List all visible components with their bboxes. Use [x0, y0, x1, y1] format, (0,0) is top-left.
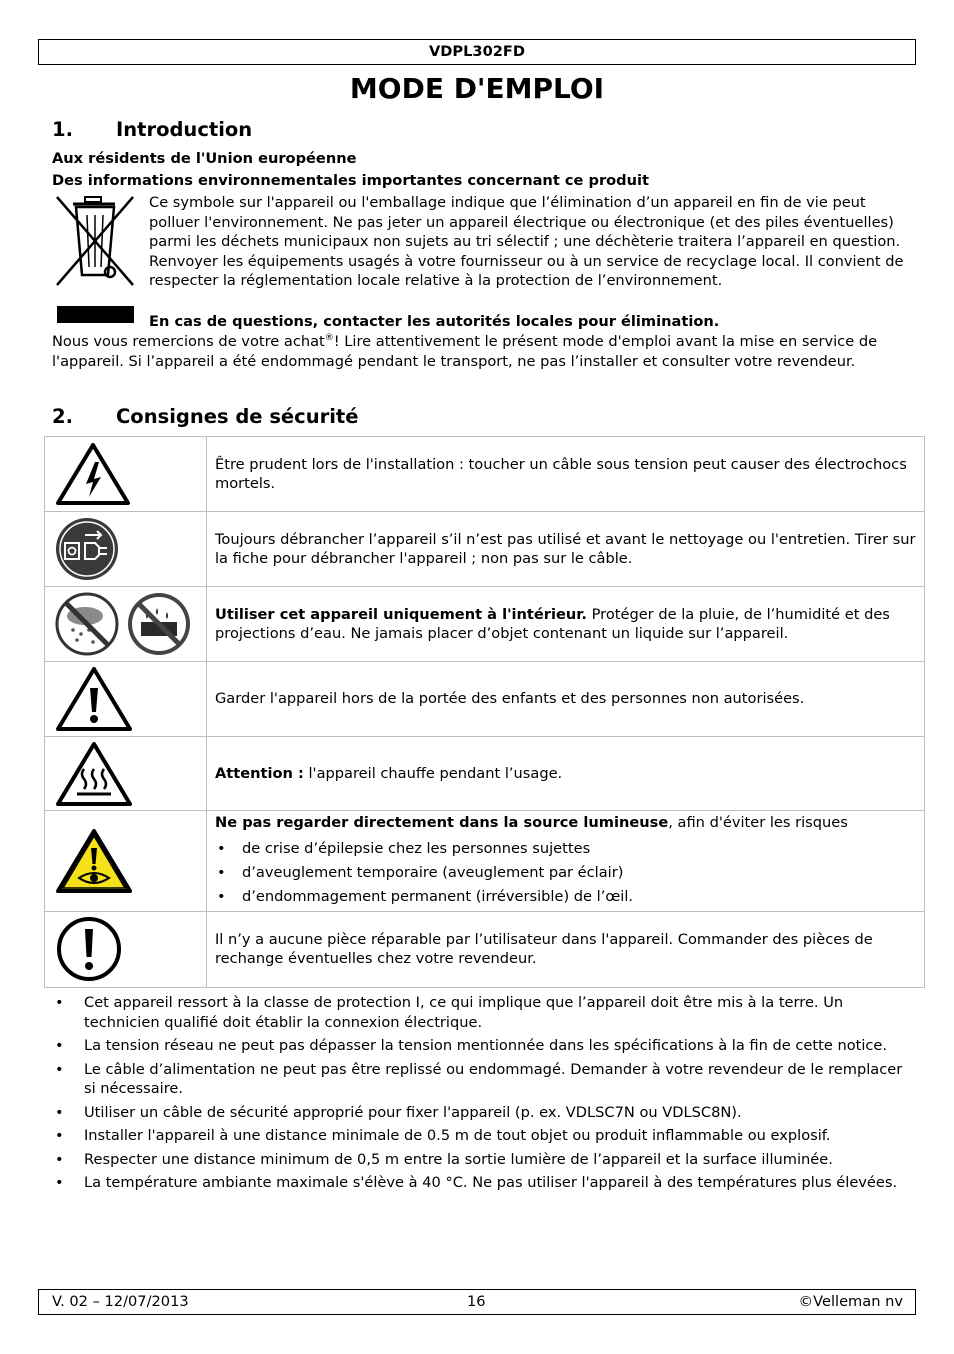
section-number: 1.	[52, 118, 73, 141]
safety-icon-cell	[45, 437, 207, 512]
eye-warning-icon	[55, 828, 133, 894]
section-1-heading	[52, 118, 252, 142]
safety-icon-cell	[45, 911, 207, 987]
page-title: MODE D'EMPLOI	[349, 72, 605, 105]
page-footer	[38, 1289, 916, 1315]
list-item: • d’aveuglement temporaire (aveuglement par éclair)	[215, 861, 916, 885]
list-item: • Respecter une distance minimum de 0,5 m entre la sortie lumière de l’appareil et la surface illuminée.	[52, 1150, 912, 1170]
safety-row	[45, 811, 925, 912]
intro-paragraph	[52, 332, 912, 371]
general-warning-icon	[55, 666, 133, 732]
list-item: • Utiliser un câble de sécurité approprié pour fixer l'appareil (p. ex. VDLSC7N ou VDLSC8N).	[52, 1103, 912, 1123]
list-item: • d’endommagement permanent (irréversible) de l’œil.	[215, 885, 916, 909]
safety-row	[45, 587, 925, 662]
section-title: Introduction	[116, 118, 253, 141]
unplug-icon	[55, 517, 119, 581]
safety-text: Garder l'appareil hors de la portée des enfants et des personnes non autorisées.	[207, 662, 925, 737]
safety-bullet-list	[52, 993, 912, 1197]
env-bold-text: En cas de questions, contacter les autorités locales pour élimination.	[149, 313, 720, 330]
list-item: • La température ambiante maximale s'élève à 40 °C. Ne pas utiliser l'appareil à des températures plus élevées.	[52, 1173, 912, 1193]
safety-text	[207, 811, 925, 912]
list-item: • La tension réseau ne peut pas dépasser la tension mentionnée dans les spécifications à la fin de cette notice.	[52, 1036, 912, 1056]
list-item: • Installer l'appareil à une distance minimale de 0.5 m de tout objet ou produit inflammable ou explosif.	[52, 1126, 912, 1146]
list-item: • Cet appareil ressort à la classe de protection I, ce qui implique que l’appareil doit être mis à la terre. Un technicien qualifié doit établir la connexion électrique.	[52, 993, 912, 1032]
safety-eye-intro	[215, 813, 916, 833]
important-notice-icon	[55, 915, 123, 983]
safety-icon-cell	[45, 737, 207, 811]
safety-row	[45, 737, 925, 811]
safety-icon-cell	[45, 587, 207, 662]
residents-heading: Aux résidents de l'Union européenne	[52, 150, 357, 167]
intro-text-2: ! Lire attentivement le présent mode d'emploi avant la mise en service de l'appareil. Si l’appareil a été endommagé pendant le transport, ne pas l’installer et consulter votre revendeur.	[52, 333, 878, 370]
footer-page-number: 16	[467, 1293, 486, 1310]
hot-surface-icon	[55, 741, 133, 807]
list-item: • Le câble d’alimentation ne peut pas être replissé ou endommagé. Demander à votre revendeur de le remplacer si nécessaire.	[52, 1060, 912, 1099]
safety-icon-cell	[45, 512, 207, 587]
safety-text: Il n’y a aucune pièce réparable par l’utilisateur dans l'appareil. Commander des pièces de rechange éventuelles chez votre revendeur.	[207, 911, 925, 987]
safety-table	[44, 436, 925, 988]
section-title: Consignes de sécurité	[116, 405, 359, 428]
weee-bin-icon	[53, 193, 137, 325]
safety-bold-text: Ne pas regarder directement dans la source lumineuse	[215, 814, 669, 831]
safety-text-rest: , afin d'éviter les risques	[668, 814, 848, 831]
registered-mark: ®	[324, 333, 334, 344]
safety-row	[45, 512, 925, 587]
safety-bold-text: Attention :	[215, 764, 304, 782]
list-item: • de crise d’épilepsie chez les personnes sujettes	[215, 837, 916, 861]
intro-text-1: Nous vous remercions de votre achat	[52, 333, 325, 350]
header-model: VDPL302FD	[38, 39, 916, 65]
safety-text-rest: Protéger de la pluie, de l’humidité et des projections d’eau. Ne jamais placer d’objet contenant un liquide sur l’appareil.	[215, 605, 890, 642]
electric-shock-warning-icon	[55, 442, 131, 506]
safety-text	[207, 737, 925, 811]
safety-bold-text: Utiliser cet appareil uniquement à l'intérieur.	[215, 605, 587, 623]
safety-icon-cell	[45, 811, 207, 912]
section-2-heading	[52, 405, 358, 429]
no-rain-icon	[55, 592, 119, 656]
env-text: Ce symbole sur l'appareil ou l'emballage indique que l’élimination d’un appareil en fin de vie peut polluer l'environnement. Ne pas jeter un appareil électrique ou électronique (et des piles éventuelles) parmi les déchets municipaux non sujets au tri sélectif ; une déchèterie traitera l’appareil en question. Renvoyer les équipements usagés à votre fournisseur ou à un service de recyclage local. Il convient de respecter la réglementation locale relative à la protection de l’environnement.	[149, 194, 904, 289]
safety-row	[45, 662, 925, 737]
footer-version: V. 02 – 12/07/2013	[52, 1293, 189, 1310]
safety-text	[207, 587, 925, 662]
safety-text: Toujours débrancher l’appareil s’il n’est pas utilisé et avant le nettoyage ou l'entretien. Tirer sur la fiche pour débrancher l'appareil ; non pas sur le câble.	[207, 512, 925, 587]
safety-text: Être prudent lors de l'installation : toucher un câble sous tension peut causer des électrochocs mortels.	[207, 437, 925, 512]
section-number: 2.	[52, 405, 73, 428]
env-heading: Des informations environnementales importantes concernant ce produit	[52, 172, 649, 189]
safety-row	[45, 437, 925, 512]
safety-row	[45, 911, 925, 987]
safety-icon-cell	[45, 662, 207, 737]
safety-text-rest: l'appareil chauffe pendant l’usage.	[303, 764, 563, 782]
no-water-icon	[127, 592, 191, 656]
eye-risk-list	[215, 837, 916, 909]
footer-copyright: ©Velleman nv	[798, 1293, 903, 1310]
